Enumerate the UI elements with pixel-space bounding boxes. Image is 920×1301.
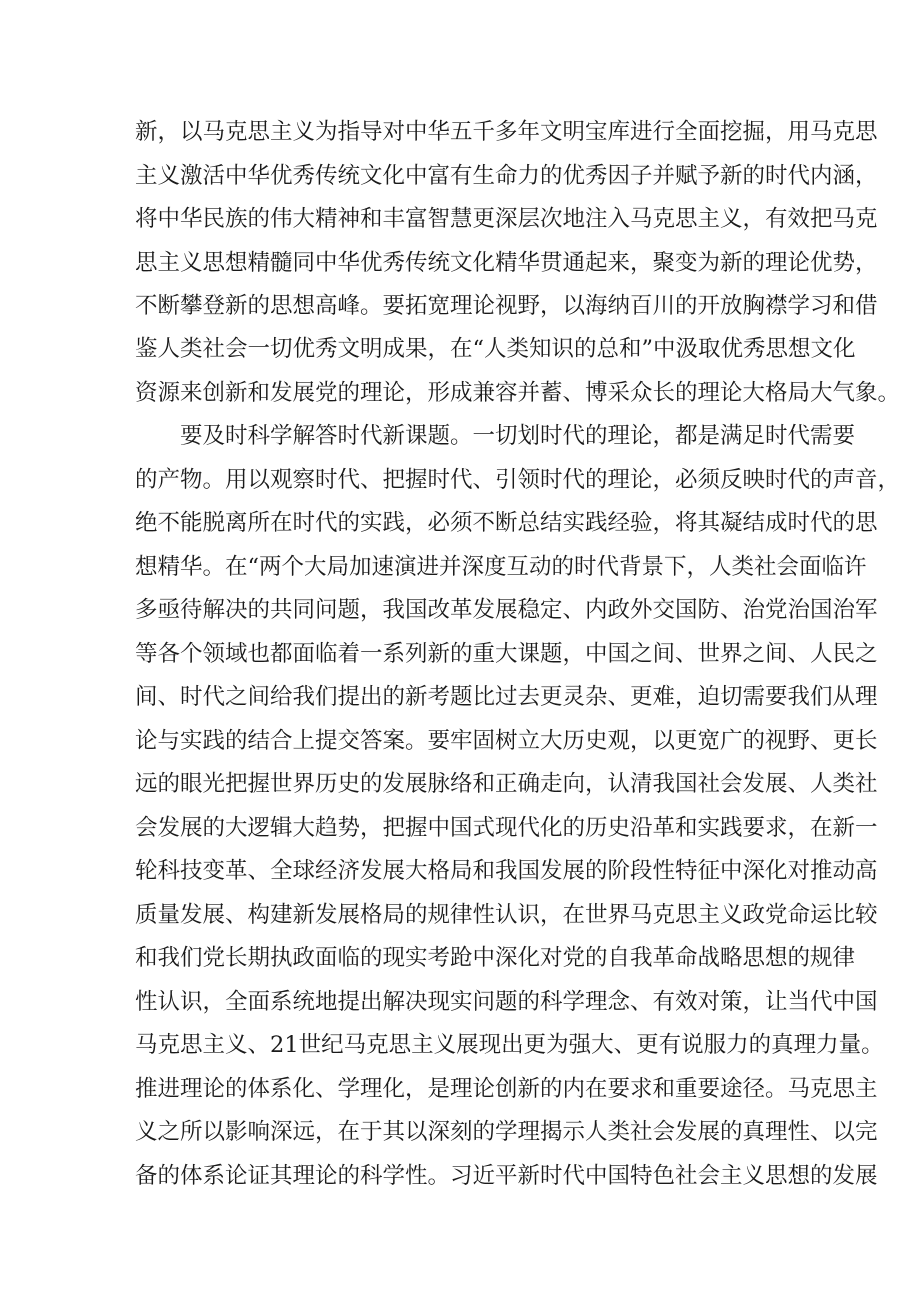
- text-line: 绝不能脱离所在时代的实践，必须不断总结实践经验，将其凝结成时代的思: [135, 510, 878, 536]
- text-line: 的产物。用以观察时代、把握时代、引领时代的理论，必须反映时代的声音，: [135, 467, 901, 493]
- text-line: 资源来创新和发展党的理论，形成兼容并蓄、博采众长的理论大格局大气象。: [135, 380, 901, 406]
- text-line: 质量发展、构建新发展格局的规律性认识，在世界马克思主义政党命运比较: [135, 902, 878, 928]
- text-line: 新，以马克思主义为指导对中华五千多年文明宝库进行全面挖掘，用马克思: [135, 119, 878, 145]
- text-line: 马克思主义、21世纪马克思主义展现出更为强大、更有说服力的真理力量。: [135, 1032, 884, 1058]
- text-line: 性认识，全面系统地提出解决现实问题的科学理念、有效对策，让当代中国: [135, 989, 878, 1015]
- text-line: 主义激活中华优秀传统文化中富有生命力的优秀因子并赋予新的时代内涵，: [135, 163, 878, 189]
- text-line: 多亟待解决的共同问题，我国改革发展稳定、内政外交国防、治党治国治军: [135, 597, 878, 623]
- text-line: 不断攀登新的思想高峰。要拓宽理论视野，以海纳百川的开放胸襟学习和借: [135, 293, 878, 319]
- text-line: 推进理论的体系化、学理化，是理论创新的内在要求和重要途径。马克思主: [135, 1076, 878, 1102]
- text-line: 想精华。在“两个大局加速演进并深度互动的时代背景下，人类社会面临许: [135, 554, 867, 580]
- text-line: 轮科技变革、全球经济发展大格局和我国发展的阶段性特征中深化对推动高: [135, 858, 878, 884]
- text-line: 和我们党长期执政面临的现实考跄中深化对党的自我革命战略思想的规律: [135, 945, 856, 971]
- text-line: 将中华民族的伟大精神和丰富智慧更深层次地注入马克思主义，有效把马克: [135, 206, 878, 232]
- text-line: 备的体系论证其理论的科学性。习近平新时代中国特色社会主义思想的发展: [135, 1163, 878, 1189]
- text-line: 论与实践的结合上提交答案。要牢固树立大历史观，以更宽广的视野、更长: [135, 728, 878, 754]
- paragraph-first-line: 要及时科学解答时代新课题。一切划时代的理论，都是满足时代需要: [180, 423, 856, 449]
- text-line: 等各个领域也都面临着一系列新的重大课题，中国之间、世界之间、人民之: [135, 641, 878, 667]
- text-line: 鉴人类社会一切优秀文明成果，在“人类知识的总和”中汲取优秀思想文化: [135, 336, 856, 362]
- text-line: 会发展的大逻辑大趋势，把握中国式现代化的历史沿革和实践要求，在新一: [135, 815, 878, 841]
- text-line: 义之所以影响深远，在于其以深刻的学理揭示人类社会发展的真理性、以完: [135, 1119, 878, 1145]
- text-line: 间、时代之间给我们提出的新考题比过去更灵杂、更难，迫切需要我们从理: [135, 684, 878, 710]
- text-line: 远的眼光把握世界历史的发展脉络和正确走向，认清我国社会发展、人类社: [135, 771, 878, 797]
- text-line: 思主义思想精髓同中华优秀传统文化精华贯通起来，聚变为新的理论优势，: [135, 250, 878, 276]
